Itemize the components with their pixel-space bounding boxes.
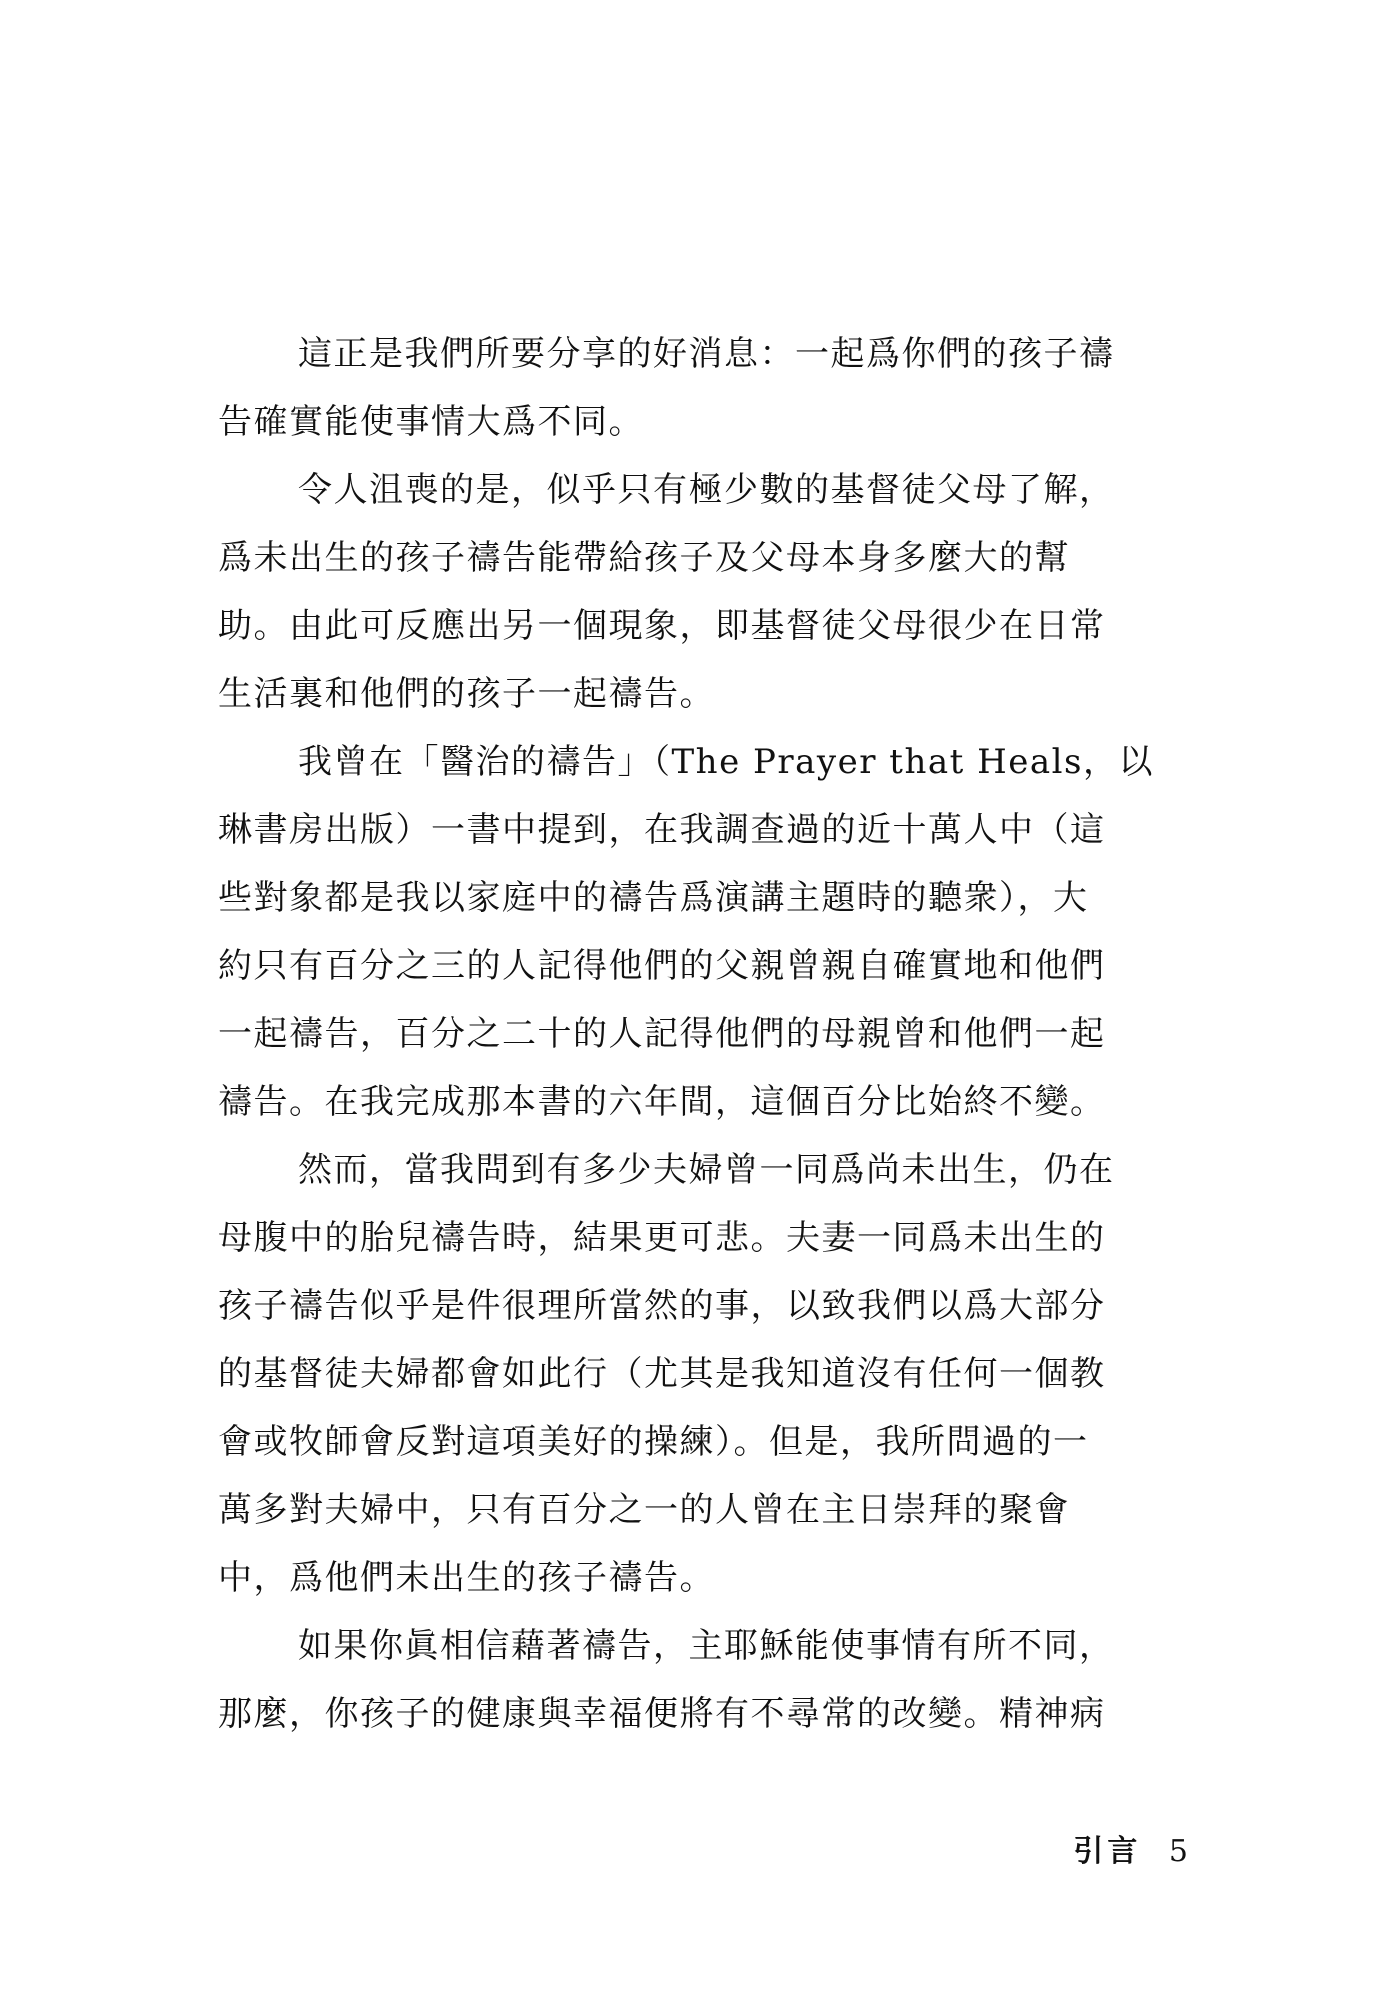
text-line: 孩子禱告似乎是件很理所當然的事，以致我們以爲大部分	[218, 1286, 1106, 1326]
text-line: 些對象都是我以家庭中的禱告爲演講主題時的聽衆），大	[218, 878, 1089, 918]
text-line: 告確實能使事情大爲不同。	[218, 402, 644, 442]
text-line: 那麼，你孩子的健康與幸福便將有不尋常的改變。精神病	[218, 1694, 1106, 1734]
page-footer	[1073, 1832, 1188, 1872]
body-text	[218, 320, 1188, 1748]
text-line: 這正是我們所要分享的好消息：一起爲你們的孩子禱	[298, 334, 1115, 374]
text-line: 會或牧師會反對這項美好的操練）。但是，我所問過的一	[218, 1422, 1089, 1462]
text-line: 爲未出生的孩子禱告能帶給孩子及父母本身多麼大的幫	[218, 538, 1070, 578]
text-line: 的基督徒夫婦都會如此行（尤其是我知道沒有任何一個教	[218, 1354, 1106, 1394]
text-line: 一起禱告，百分之二十的人記得他們的母親曾和他們一起	[218, 1014, 1106, 1054]
text-line: 禱告。在我完成那本書的六年間，這個百分比始終不變。	[218, 1082, 1106, 1122]
text-line: 如果你眞相信藉著禱告，主耶穌能使事情有所不同，	[298, 1626, 1115, 1666]
text-line: 母腹中的胎兒禱告時，結果更可悲。夫妻一同爲未出生的	[218, 1218, 1106, 1258]
text-line: 琳書房出版）一書中提到，在我調查過的近十萬人中（這	[218, 810, 1106, 850]
text-line: 助。由此可反應出另一個現象，即基督徒父母很少在日常	[218, 606, 1106, 646]
text-line: 令人沮喪的是，似乎只有極少數的基督徒父母了解，	[298, 470, 1115, 510]
text-line: 然而，當我問到有多少夫婦曾一同爲尚未出生，仍在	[298, 1150, 1115, 1190]
text-line: 生活裏和他們的孩子一起禱告。	[218, 674, 715, 714]
running-footer-section: 引言	[1073, 1834, 1142, 1869]
text-line: 約只有百分之三的人記得他們的父親曾親自確實地和他們	[218, 946, 1106, 986]
text-line: 我曾在「醫治的禱告」（The Prayer that Heals，以	[298, 742, 1154, 782]
page-number: 5	[1168, 1834, 1188, 1869]
text-line: 中，爲他們未出生的孩子禱告。	[218, 1558, 715, 1598]
text-line: 萬多對夫婦中，只有百分之一的人曾在主日崇拜的聚會	[218, 1490, 1070, 1530]
